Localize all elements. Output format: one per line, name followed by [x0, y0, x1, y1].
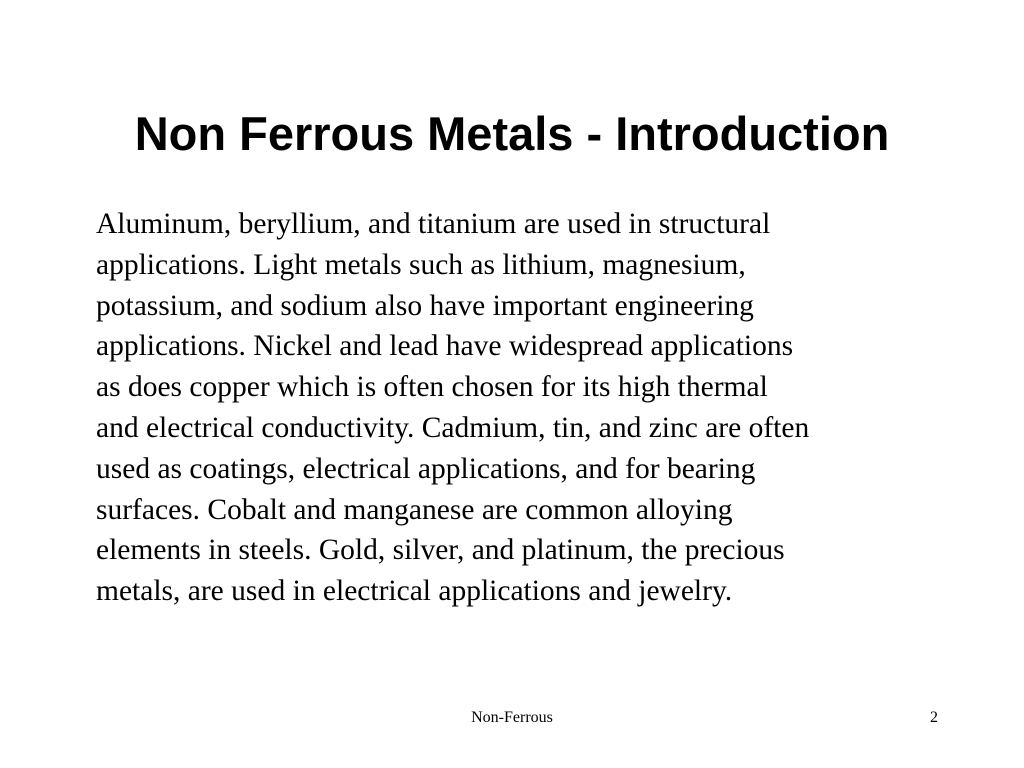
body-line: surfaces. Cobalt and manganese are common alloying [96, 493, 733, 526]
body-line: metals, are used in electrical applications and jewelry. [96, 575, 733, 608]
body-line: applications. Light metals such as lithium, magnesium, [96, 248, 746, 281]
page-number: 2 [930, 709, 938, 726]
body-line: and electrical conductivity. Cadmium, tin, and zinc are often [96, 411, 810, 444]
slide-title: Non Ferrous Metals - Introduction [134, 107, 890, 160]
body-line: elements in steels. Gold, silver, and platinum, the precious [96, 534, 785, 567]
body-line: potassium, and sodium also have important engineering [96, 289, 754, 322]
footer-label: Non-Ferrous [471, 709, 553, 726]
body-line: used as coatings, electrical applications, and for bearing [96, 452, 756, 485]
body-line: applications. Nickel and lead have widespread applications [96, 330, 794, 363]
body-line: Aluminum, beryllium, and titanium are used in structural [96, 208, 771, 240]
slide-body-text [96, 204, 936, 612]
body-line: as does copper which is often chosen for its high thermal [96, 371, 768, 404]
